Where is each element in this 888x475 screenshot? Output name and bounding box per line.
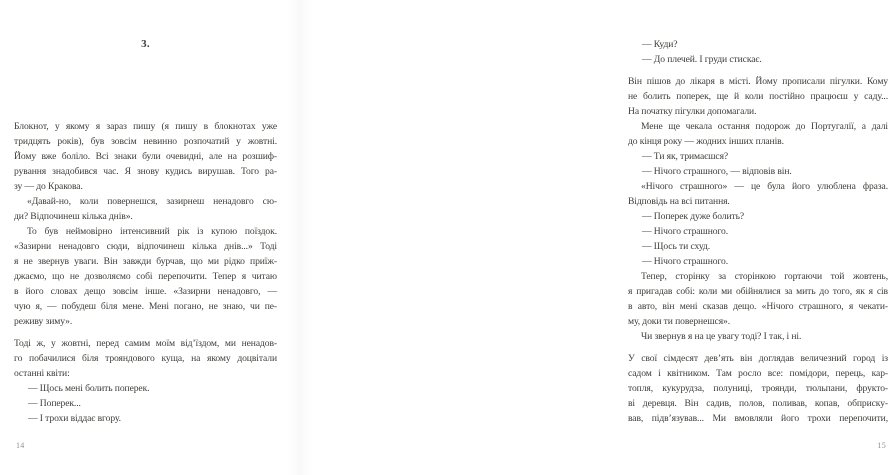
text-line: до кінця року — жодних інших планів. [628,136,784,147]
left-page-number: 14 [16,441,25,450]
text-line: я пригадав собі: коли ми обійнялися за мить до того, як я сів [628,286,888,297]
text-line: — До плечей. І груди стискає. [642,54,762,65]
text-line: — Нічого страшного. [642,256,729,267]
right-page-number: 15 [877,441,886,450]
text-line: — Нічого страшного, — відповів він. [642,166,792,177]
right-page-text [628,37,888,426]
text-line: — І трохи віддає вгору. [28,413,121,424]
right-page [300,0,888,475]
text-line: «Давай-но, коли повернешся, зазирнеш ненадовго сю- [27,196,277,207]
text-line: Йому вже боліло. Всі знаки були очевидні, але на розшиф- [14,151,277,162]
text-line: — Щось ти схуд. [642,241,710,252]
left-page [0,0,300,475]
text-line: На початку пігулки допомагали. [628,106,757,117]
text-line: Блокнот, у якому я зараз пишу (я пишу в блокнотах уже [14,121,277,132]
text-line: — Нічого страшного. [642,226,729,237]
text-line: топля, кукурудза, полуниці, троянди, тюльпани, фрукто- [628,383,888,394]
text-line: рування знадобився час. Я знову кудись вирушав. Того ра- [14,166,277,177]
text-line: останні квіти: [14,368,70,379]
text-line: зу — до Кракова. [14,181,83,192]
text-line: не болить поперек, ще й коли постійно працюєш у саду... [628,91,888,102]
text-line: Тоді ж, у жовтні, перед самим моїм від’їздом, ми ненадов- [14,338,277,349]
text-line: Він пішов до лікаря в місті. Йому прописали пігулки. Кому [628,76,888,87]
text-line: го побачилися біля трояндового куща, на якому доцвітали [14,353,277,364]
text-line: Тепер, сторінку за сторінкою гортаючи той жовтень, [641,271,888,282]
text-line: вав, підв’язував... Ми вмовляли його трохи перепочити, [628,413,888,424]
text-line: — Ти як, тримаєшся? [642,151,729,162]
text-line: — Поперек дуже болить? [642,211,745,222]
text-line: му, доки ти повернешся». [628,316,731,327]
text-line: я не звернув уваги. Він завжди бурчав, що ми рідко приїж- [14,256,277,267]
text-line: в його словах дещо зовсім інше. «Зазирни ненадовго, — [14,286,277,297]
text-line: чую я, — побудеш біля мене. Мені погано, не знаю, чи пе- [14,301,277,312]
text-line: тридцять років), був зовсім невинно розпочатий у жовтні. [14,136,277,147]
text-line: «Нічого страшного» — це була його улюблена фраза. [641,181,888,192]
text-line: ди? Відпочинеш кілька днів». [14,211,133,222]
text-line: То був неймовірно інтенсивний рік із купою поїздок. [27,226,277,237]
text-line: в авто, він мені сказав дещо. «Нічого страшного, я чекати- [628,301,888,312]
text-line: — Поперек... [28,398,81,409]
text-line: ві деревця. Він садив, полов, поливав, копав, обприску- [628,398,888,409]
text-line: Мене ще чекала остання подорож до Португалії, а далі [641,121,888,132]
text-line: джаємо, що не дозволяємо собі перепочити. Тепер я читаю [14,271,277,282]
text-line: садом і квітником. Там росло все: помідори, перець, кар- [628,368,888,379]
text-line: «Зазирни ненадовго сюди, відпочинеш кілька днів...» Тоді [14,241,277,252]
text-line: — Куди? [642,39,678,50]
text-line: У свої сімдесят дев’ять він доглядав величезний город із [628,353,888,364]
text-line: Відповідь на всі питання. [628,196,730,207]
chapter-heading: 3. [141,38,150,50]
left-page-text [14,119,277,426]
text-line: Чи звернув я на це увагу тоді? І так, і ні. [641,331,802,342]
text-line: реживу зиму». [14,316,73,327]
text-line: — Щось мені болить поперек. [28,383,150,394]
